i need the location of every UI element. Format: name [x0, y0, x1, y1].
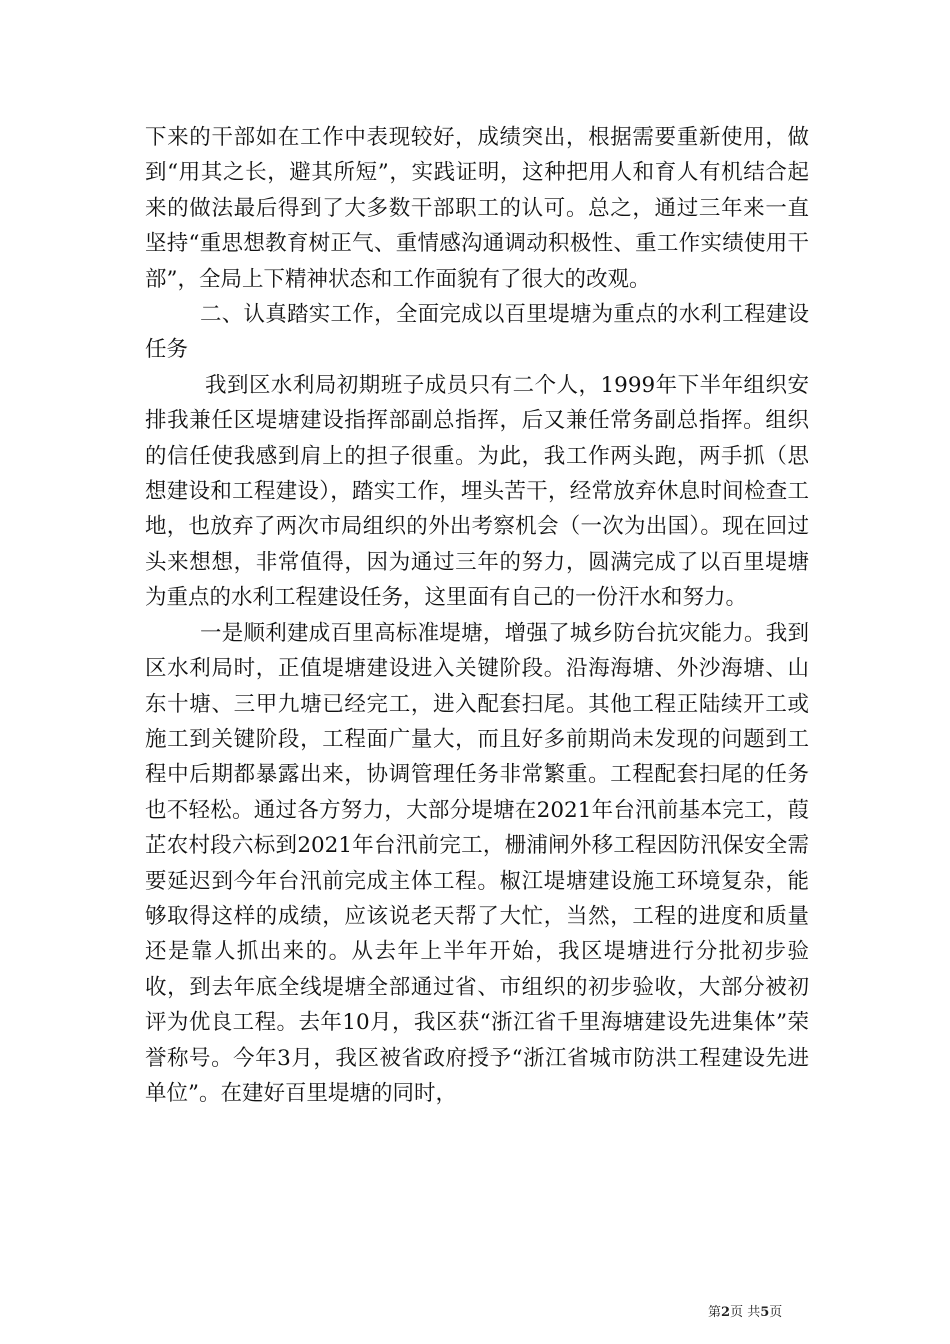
- body-text: [145, 120, 809, 1111]
- paragraph-point-one: 一是顺利建成百里高标准堤塘，增强了城乡防台抗灾能力。我到区水利局时，正值堤塘建设进入关键阶段。沿海海塘、外沙海塘、山东十塘、三甲九塘已经完工，进入配套扫尾。其他工程正陆续开工或施工到关键阶段，工程面广量大，而且好多前期尚未发现的问题到工程中后期都暴露出来，协调管理任务非常繁重。工程配套扫尾的任务也不轻松。通过各方努力，大部分堤塘在2021年台汛前基本完工，葭芷农村段六标到2021年台汛前完工，栅浦闸外移工程因防汛保安全需要延迟到今年台汛前完成主体工程。椒江堤塘建设施工环境复杂，能够取得这样的成绩，应该说老天帮了大忙，当然，工程的进度和质量还是靠人抓出来的。从去年上半年开始，我区堤塘进行分批初步验收，到去年底全线堤塘全部通过省、市组织的初步验收，大部分被初评为优良工程。去年10月，我区获“浙江省千里海塘建设先进集体”荣誉称号。今年3月，我区被省政府授予“浙江省城市防洪工程建设先进单位”。在建好百里堤塘的同时，: [145, 620, 809, 1106]
- paragraph-intro: 我到区水利局初期班子成员只有二个人，1999年下半年组织安排我兼任区堤塘建设指挥部副总指挥，后又兼任常务副总指挥。组织的信任使我感到肩上的担子很重。为此，我工作两头跑，两手抓（思想建设和工程建设），踏实工作，埋头苦干，经常放弃休息时间检查工地，也放弃了两次市局组织的外出考察机会（一次为出国）。现在回过头来想想，非常值得，因为通过三年的努力，圆满完成了以百里堤塘为重点的水利工程建设任务，这里面有自己的一份汗水和努力。: [145, 372, 809, 611]
- footer-total-pages: 5: [760, 1305, 770, 1320]
- section-heading: 二、认真踏实工作，全面完成以百里堤塘为重点的水利工程建设任务: [145, 302, 809, 363]
- footer-prefix: 第: [708, 1305, 722, 1320]
- footer-middle: 页 共: [730, 1305, 761, 1320]
- paragraph-continuation: 下来的干部如在工作中表现较好，成绩突出，根据需要重新使用，做到“用其之长，避其所短”，实践证明，这种把用人和育人有机结合起来的做法最后得到了大多数干部职工的认可。总之，通过三年来一直坚持“重思想教育树正气、重情感沟通调动积极性、重工作实绩使用干部”，全局上下精神状态和工作面貌有了很大的改观。: [145, 125, 809, 292]
- footer-suffix: 页: [769, 1305, 783, 1320]
- footer-current-page: 2: [721, 1305, 731, 1320]
- page-footer: [708, 1305, 782, 1321]
